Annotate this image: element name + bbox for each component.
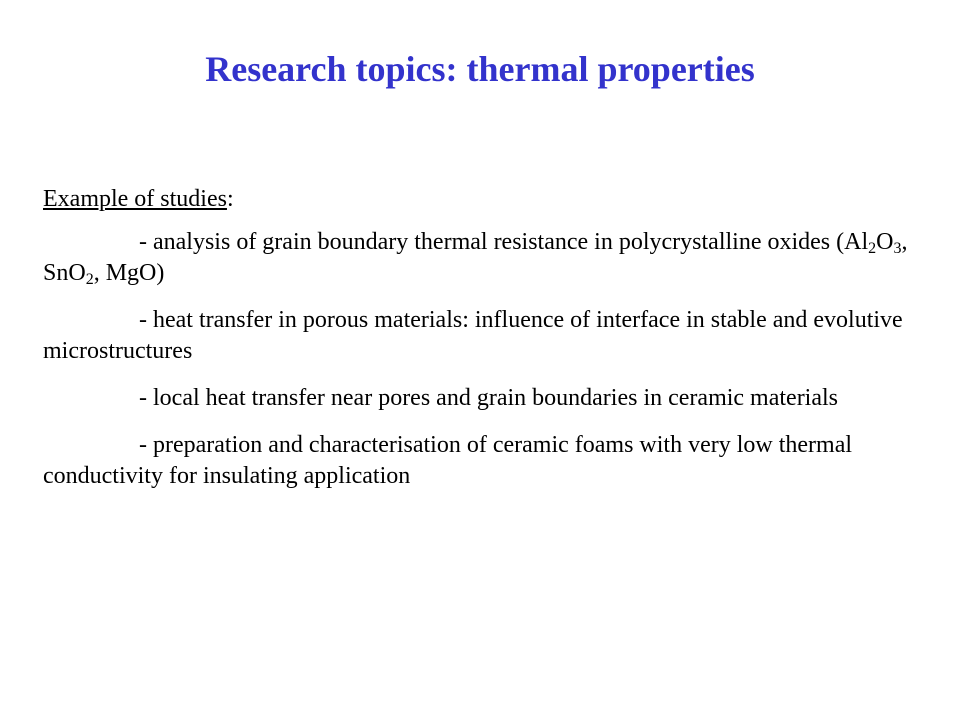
study-item-porous-materials: - heat transfer in porous materials: influence of interface in stable and evolutive microstructures xyxy=(43,307,903,364)
subscript: 2 xyxy=(85,271,94,288)
study-item-text: , MgO) xyxy=(93,260,165,286)
slide-title: Research topics: thermal properties xyxy=(205,49,755,89)
subscript: 3 xyxy=(893,240,902,257)
study-item-text: , SnO xyxy=(43,229,908,286)
study-item-text: - analysis of grain boundary thermal resistance in polycrystalline oxides (Al xyxy=(139,229,869,255)
study-item-text: O xyxy=(876,229,894,255)
intro-colon: : xyxy=(226,186,234,212)
study-item-grain-boundary xyxy=(43,227,923,289)
study-item-local-heat-transfer: - local heat transfer near pores and grain boundaries in ceramic materials xyxy=(139,385,839,411)
intro-heading xyxy=(43,184,923,215)
study-item-ceramic-foams: - preparation and characterisation of ceramic foams with very low thermal conductivity for insulating application xyxy=(43,432,853,489)
slide-content xyxy=(43,184,923,508)
subscript: 2 xyxy=(868,240,877,257)
intro-label: Example of studies xyxy=(43,186,227,212)
